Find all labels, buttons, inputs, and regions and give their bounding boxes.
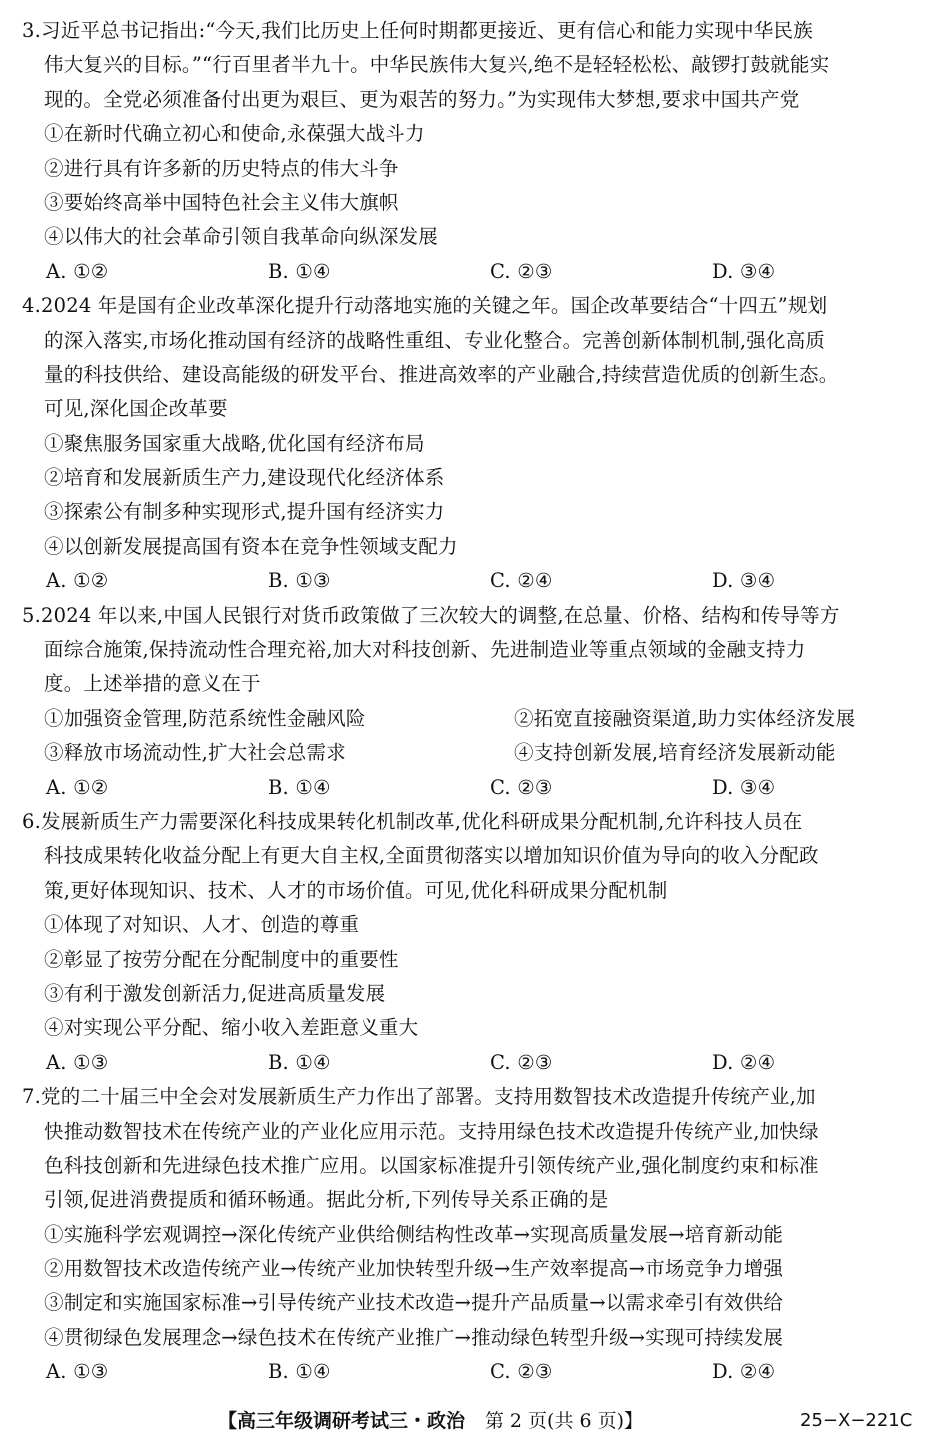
answer-choice-c: C. ②④ — [490, 569, 553, 593]
answer-choice-d: D. ③④ — [712, 259, 776, 283]
question-option: ①聚焦服务国家重大战略,优化国有经济布局 — [44, 431, 425, 455]
question-option: ④以创新发展提高国有资本在竞争性领域支配力 — [44, 534, 458, 558]
question-option: ①体现了对知识、人才、创造的尊重 — [44, 913, 360, 937]
question-stem-line: 色科技创新和先进绿色技术推广应用。以国家标准提升引领传统产业,强化制度约束和标准 — [44, 1153, 819, 1177]
answer-choice-b: B. ①④ — [268, 1050, 331, 1074]
question-option: ③要始终高举中国特色社会主义伟大旗帜 — [44, 190, 399, 214]
answer-choice-b: B. ①④ — [268, 259, 331, 283]
question-stem-line: 快推动数智技术在传统产业的产业化应用示范。支持用绿色技术改造提升传统产业,加快绿 — [44, 1119, 819, 1143]
answer-choice-b: B. ①③ — [268, 569, 331, 593]
answer-choice-b: B. ①④ — [268, 1360, 331, 1384]
question-stem-line: 4.2024 年是国有企业改革深化提升行动落地实施的关键之年。国企改革要结合“十四五”规划 — [22, 294, 828, 318]
question-option: ②拓宽直接融资渠道,助力实体经济发展 — [514, 706, 856, 730]
question-option: ②进行具有许多新的历史特点的伟大斗争 — [44, 156, 399, 180]
answer-choices — [22, 1355, 934, 1389]
question-7 — [22, 1080, 934, 1390]
question-option: ③释放市场流动性,扩大社会总需求 — [44, 741, 346, 765]
footer-title — [218, 1404, 643, 1438]
answer-choice-a: A. ①③ — [46, 1050, 109, 1074]
question-option: ④对实现公平分配、缩小收入差距意义重大 — [44, 1016, 419, 1040]
question-4 — [22, 289, 934, 599]
question-stem-line: 面综合施策,保持流动性合理充裕,加大对科技创新、先进制造业等重点领域的金融支持力 — [44, 638, 806, 662]
answer-choices — [22, 1046, 934, 1080]
footer-exam-title: 【高三年级调研考试三・政治 — [218, 1410, 466, 1432]
question-stem-line: 策,更好体现知识、技术、人才的市场价值。可见,优化科研成果分配机制 — [44, 878, 668, 902]
question-option: ①加强资金管理,防范系统性金融风险 — [44, 706, 366, 730]
exam-page — [22, 14, 934, 1390]
answer-choice-d: D. ②④ — [712, 1050, 776, 1074]
question-stem-line: 量的科技供给、建设高能级的研发平台、推进高效率的产业融合,持续营造优质的创新生态。 — [44, 362, 839, 386]
question-option: ②用数智技术改造传统产业→传统产业加快转型升级→生产效率提高→市场竞争力增强 — [44, 1257, 784, 1281]
question-stem-line: 7.党的二十届三中全会对发展新质生产力作出了部署。支持用数智技术改造提升传统产业,加 — [22, 1085, 816, 1109]
answer-choice-d: D. ③④ — [712, 569, 776, 593]
answer-choices — [22, 771, 934, 805]
question-stem-line: 引领,促进消费提质和循环畅通。据此分析,下列传导关系正确的是 — [44, 1188, 609, 1212]
answer-choices — [22, 564, 934, 598]
question-stem-line: 伟大复兴的目标。”“行百里者半九十。中华民族伟大复兴,绝不是轻轻松松、敲锣打鼓就能实 — [44, 53, 830, 77]
answer-choices — [22, 255, 934, 289]
answer-choice-c: C. ②③ — [490, 775, 553, 799]
question-5 — [22, 599, 934, 805]
question-stem-line: 3.习近平总书记指出:“今天,我们比历史上任何时期都更接近、更有信心和能力实现中华民族 — [22, 19, 813, 42]
question-stem-line: 的深入落实,市场化推动国有经济的战略性重组、专业化整合。完善创新体制机制,强化高质 — [44, 328, 826, 352]
answer-choice-a: A. ①② — [46, 259, 109, 283]
question-stem-line: 现的。全党必须准备付出更为艰巨、更为艰苦的努力。”为实现伟大梦想,要求中国共产党 — [44, 87, 800, 111]
question-option: ①实施科学宏观调控→深化传统产业供给侧结构性改革→实现高质量发展→培育新动能 — [44, 1222, 784, 1246]
question-stem-line: 5.2024 年以来,中国人民银行对货币政策做了三次较大的调整,在总量、价格、结构和传导等方 — [22, 603, 840, 627]
question-option: ③探索公有制多种实现形式,提升国有经济实力 — [44, 500, 445, 524]
question-option: ④贯彻绿色发展理念→绿色技术在传统产业推广→推动绿色转型升级→实现可持续发展 — [44, 1325, 784, 1349]
answer-choice-a: A. ①② — [46, 569, 109, 593]
question-stem-line: 6.发展新质生产力需要深化科技成果转化机制改革,优化科研成果分配机制,允许科技人员在 — [22, 809, 803, 833]
question-stem-line: 可见,深化国企改革要 — [44, 397, 228, 421]
question-stem-line: 科技成果转化收益分配上有更大自主权,全面贯彻落实以增加知识价值为导向的收入分配政 — [44, 844, 819, 868]
question-6 — [22, 805, 934, 1080]
question-3 — [22, 14, 934, 289]
answer-choice-a: A. ①② — [46, 775, 109, 799]
question-option: ①在新时代确立初心和使命,永葆强大战斗力 — [44, 122, 425, 146]
question-option: ②培育和发展新质生产力,建设现代化经济体系 — [44, 466, 445, 490]
question-option: ④支持创新发展,培育经济发展新动能 — [514, 741, 836, 765]
answer-choice-b: B. ①④ — [268, 775, 331, 799]
answer-choice-a: A. ①③ — [46, 1360, 109, 1384]
question-option: ④以伟大的社会革命引领自我革命向纵深发展 — [44, 225, 439, 249]
question-option-row — [22, 736, 934, 770]
page-footer — [0, 1404, 950, 1438]
question-stem-line: 度。上述举措的意义在于 — [44, 672, 261, 696]
answer-choice-c: C. ②③ — [490, 259, 553, 283]
footer-page-number: 第 2 页(共 6 页)】 — [484, 1410, 644, 1432]
answer-choice-d: D. ③④ — [712, 775, 776, 799]
footer-paper-code: 25−X−221C — [800, 1410, 913, 1431]
question-option: ②彰显了按劳分配在分配制度中的重要性 — [44, 947, 399, 971]
question-option-row — [22, 702, 934, 736]
answer-choice-c: C. ②③ — [490, 1360, 553, 1384]
question-option: ③有利于激发创新活力,促进高质量发展 — [44, 981, 386, 1005]
answer-choice-d: D. ②④ — [712, 1360, 776, 1384]
question-option: ③制定和实施国家标准→引导传统产业技术改造→提升产品质量→以需求牵引有效供给 — [44, 1291, 784, 1315]
answer-choice-c: C. ②③ — [490, 1050, 553, 1074]
